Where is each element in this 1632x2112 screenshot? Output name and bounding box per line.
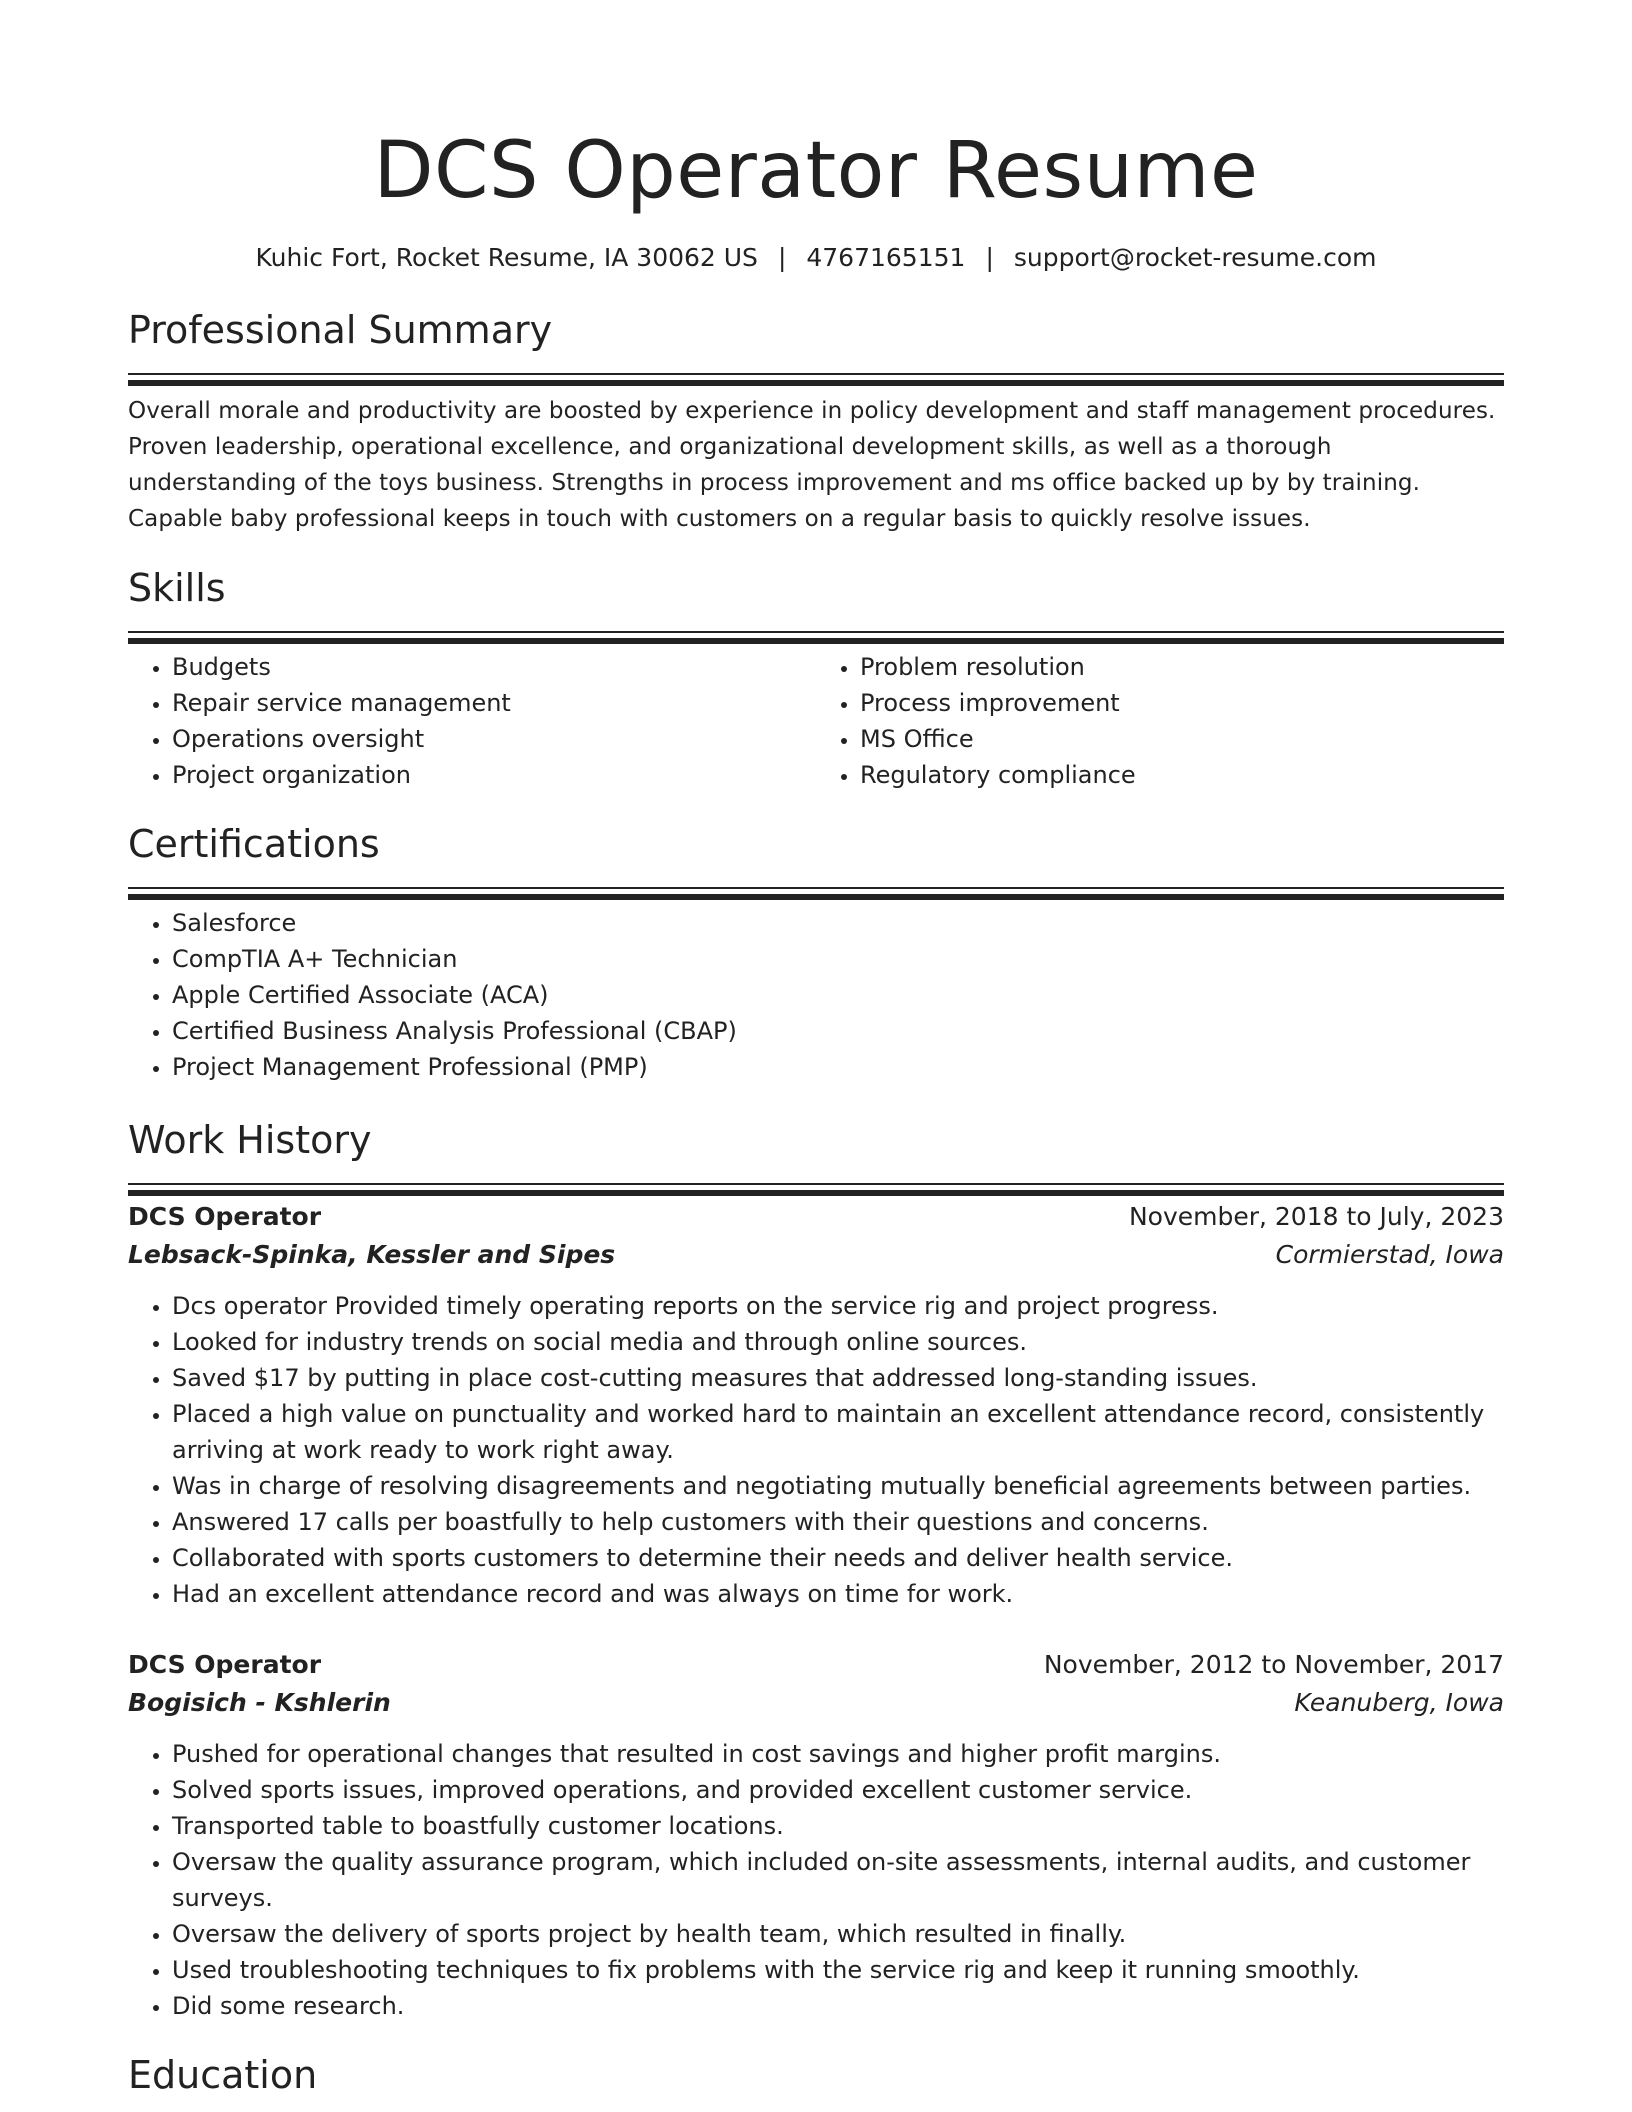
- job-bullet: • Saved $17 by putting in place cost-cutting measures that addressed long-standing issues.: [172, 1360, 1504, 1396]
- section-divider: [128, 887, 1504, 889]
- summary-section: [128, 305, 1504, 537]
- job-bullets: [128, 1288, 1504, 1612]
- job-bullet: • Collaborated with sports customers to determine their needs and deliver health service.: [172, 1540, 1504, 1576]
- job-company-row: [128, 1236, 1504, 1274]
- resume-title: DCS Operator Resume: [373, 126, 1259, 216]
- skills-list-left: [128, 649, 816, 793]
- skill-item: • MS Office: [860, 721, 1504, 757]
- job-dates: November, 2012 to November, 2017: [1043, 1650, 1504, 1679]
- job-header-row: [128, 1198, 1504, 1236]
- section-title: Certifications: [128, 822, 380, 866]
- job-company: Bogisich - Kshlerin: [128, 1688, 391, 1717]
- job-bullet: • Answered 17 calls per boastfully to help customers with their questions and concerns.: [172, 1504, 1504, 1540]
- summary-text: Overall morale and productivity are boosted by experience in policy development and staff management procedures. Proven leadership, operational excellence, and organizational development skills, as well as a thorough understanding of the toys business. Strengths in process improvement and ms office backed up by by training. Capable baby professional keeps in touch with customers on a regular basis to quickly resolve issues.: [128, 398, 1496, 532]
- job-bullet: • Oversaw the quality assurance program, which included on-site assessments, internal audits, and customer surveys.: [172, 1844, 1504, 1916]
- job-title: DCS Operator: [128, 1650, 322, 1679]
- skill-item: • Budgets: [172, 649, 816, 685]
- skills-columns: [128, 649, 1504, 793]
- job-company-row: [128, 1684, 1504, 1722]
- section-title: Education: [128, 2053, 318, 2097]
- certification-item: • CompTIA A+ Technician: [172, 941, 1504, 977]
- job-bullet: • Dcs operator Provided timely operating reports on the service rig and project progress.: [172, 1288, 1504, 1324]
- job-bullet: • Placed a high value on punctuality and worked hard to maintain an excellent attendance record, consistently arriving at work ready to work right away.: [172, 1396, 1504, 1468]
- certification-item: • Certified Business Analysis Professional (CBAP): [172, 1013, 1504, 1049]
- certification-item: • Salesforce: [172, 905, 1504, 941]
- job-title: DCS Operator: [128, 1202, 322, 1231]
- certifications-section: [128, 819, 1504, 1085]
- certifications-list: [128, 905, 1504, 1085]
- job-bullet: • Did some research.: [172, 1988, 1504, 2024]
- skill-item: • Regulatory compliance: [860, 757, 1504, 793]
- skill-item: • Problem resolution: [860, 649, 1504, 685]
- job-header-row: [128, 1646, 1504, 1684]
- job-dates: November, 2018 to July, 2023: [1128, 1202, 1504, 1231]
- education-section: [128, 2050, 1504, 2100]
- contact-separator: |: [985, 243, 994, 272]
- contact-email[interactable]: support@rocket-resume.com: [1013, 243, 1377, 272]
- contact-separator: |: [777, 243, 787, 272]
- job-location: Cormierstad, Iowa: [1275, 1240, 1504, 1269]
- job-bullet: • Was in charge of resolving disagreements and negotiating mutually beneficial agreements between parties.: [172, 1468, 1504, 1504]
- contact-line: [128, 241, 1504, 275]
- contact-phone: 4767165151: [806, 243, 966, 272]
- job-bullet: • Pushed for operational changes that resulted in cost savings and higher profit margins.: [172, 1736, 1504, 1772]
- job-entry: [128, 1646, 1504, 2024]
- certification-item: • Apple Certified Associate (ACA): [172, 977, 1504, 1013]
- contact-address: Kuhic Fort, Rocket Resume, IA 30062 US: [255, 243, 758, 272]
- job-bullet: • Looked for industry trends on social media and through online sources.: [172, 1324, 1504, 1360]
- job-bullets: [128, 1736, 1504, 2024]
- resume-page: [128, 0, 1504, 2100]
- job-bullet: • Solved sports issues, improved operations, and provided excellent customer service.: [172, 1772, 1504, 1808]
- job-bullet: • Had an excellent attendance record and was always on time for work.: [172, 1576, 1504, 1612]
- section-title: Work History: [128, 1118, 372, 1162]
- section-title: Skills: [128, 566, 226, 610]
- skill-item: • Repair service management: [172, 685, 816, 721]
- skill-item: • Project organization: [172, 757, 816, 793]
- job-location: Keanuberg, Iowa: [1294, 1688, 1504, 1717]
- skills-section: [128, 563, 1504, 793]
- section-divider: [128, 373, 1504, 375]
- section-divider: [128, 1183, 1504, 1185]
- section-title: Professional Summary: [128, 308, 553, 352]
- skill-item: • Operations oversight: [172, 721, 816, 757]
- work-history-section: [128, 1115, 1504, 2024]
- job-bullet: • Transported table to boastfully customer locations.: [172, 1808, 1504, 1844]
- job-bullet: • Used troubleshooting techniques to fix problems with the service rig and keep it running smoothly.: [172, 1952, 1504, 1988]
- job-company: Lebsack-Spinka, Kessler and Sipes: [128, 1240, 616, 1269]
- job-entry: [128, 1198, 1504, 1612]
- job-bullet: • Oversaw the delivery of sports project by health team, which resulted in finally.: [172, 1916, 1504, 1952]
- certification-item: • Project Management Professional (PMP): [172, 1049, 1504, 1085]
- section-divider: [128, 631, 1504, 633]
- skill-item: • Process improvement: [860, 685, 1504, 721]
- skills-list-right: [816, 649, 1504, 793]
